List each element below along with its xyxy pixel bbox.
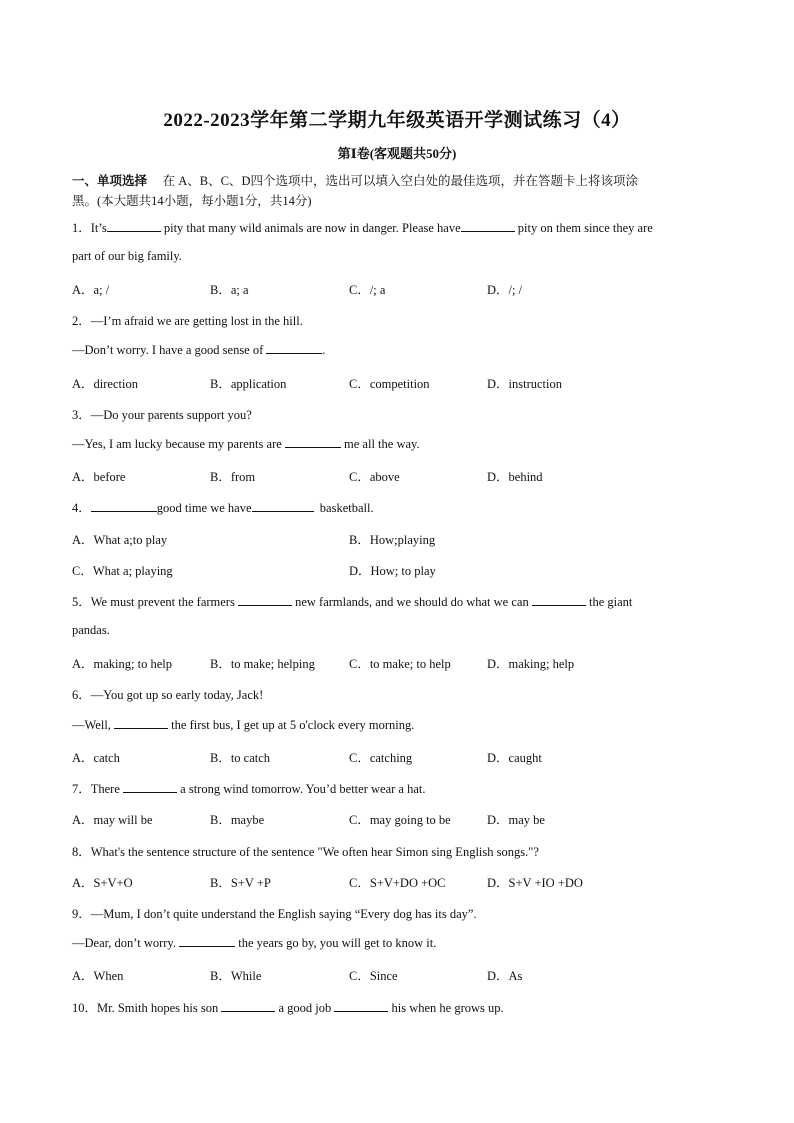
question-5-stem: 5．We must prevent the farmers new farmlands, and we should do what we can the giant <box>72 595 633 609</box>
question-8-stem: 8．What's the sentence structure of the sentence "We often hear Simon sing English songs."? <box>72 845 539 859</box>
option-b: B．to catch <box>210 751 271 765</box>
option-a: A．making; to help <box>72 657 172 671</box>
question-7-stem: 7．There a strong wind tomorrow. You’d better wear a hat. <box>72 782 426 796</box>
option-c: C．Since <box>349 969 398 983</box>
option-a: A．direction <box>72 377 138 391</box>
answer-blank <box>123 781 177 793</box>
question-10-stem: 10．Mr. Smith hopes his son a good job his when he grows up. <box>72 1001 504 1015</box>
option-d: D．As <box>487 969 523 983</box>
option-d: D．S+V +IO +DO <box>487 876 583 890</box>
question-1-continuation: part of our big family. <box>72 249 182 263</box>
option-b: B．from <box>210 470 256 484</box>
option-d: D．making; help <box>487 657 575 671</box>
question-9-reply: —Dear, don’t worry. the years go by, you will get to know it. <box>72 936 437 950</box>
option-b: B．While <box>210 969 262 983</box>
question-2-reply: —Don’t worry. I have a good sense of . <box>72 343 326 357</box>
question-9-stem: 9．—Mum, I don’t quite understand the English saying “Every dog has its day”. <box>72 907 477 921</box>
option-a: A．a; / <box>72 283 110 297</box>
option-d: D．How; to play <box>349 564 436 578</box>
instruction-line-2: 黑。(本大题共14小题，每小题1分，共14分) <box>72 194 312 208</box>
instruction-text: 在 A、B、C、D四个选项中，选出可以填入空白处的最佳选项，并在答题卡上将该项涂 <box>162 174 638 188</box>
option-c: C．to make; to help <box>349 657 451 671</box>
option-b: B．S+V +P <box>210 876 271 890</box>
option-d: D．behind <box>487 470 543 484</box>
option-a: A．catch <box>72 751 120 765</box>
option-b: B．a; a <box>210 283 249 297</box>
part-subtitle: 第Ⅰ卷(客观题共50分) <box>337 146 457 161</box>
answer-blank <box>532 594 586 606</box>
option-a: A．may will be <box>72 813 153 827</box>
option-b: B．to make; helping <box>210 657 315 671</box>
answer-blank <box>238 594 292 606</box>
question-6-reply: —Well, the first bus, I get up at 5 o'clock every morning. <box>72 718 415 732</box>
question-4-stem: 4． good time we have basketball. <box>72 501 374 515</box>
question-5-continuation: pandas. <box>72 623 110 637</box>
answer-blank <box>107 220 161 232</box>
option-a: A．S+V+O <box>72 876 133 890</box>
question-6-stem: 6．—You got up so early today, Jack! <box>72 688 264 702</box>
answer-blank <box>461 220 515 232</box>
question-1-stem: 1．It’s pity that many wild animals are now in danger. Please have pity on them since they are <box>72 221 653 235</box>
answer-blank <box>334 1000 388 1012</box>
question-3-stem: 3．—Do your parents support you? <box>72 408 252 422</box>
answer-blank <box>252 500 314 512</box>
answer-blank <box>285 436 341 448</box>
option-c: C．competition <box>349 377 430 391</box>
option-b: B．application <box>210 377 287 391</box>
option-a: A．What a;to play <box>72 533 168 547</box>
option-d: D．caught <box>487 751 542 765</box>
answer-blank <box>114 717 168 729</box>
option-c: C．may going to be <box>349 813 451 827</box>
section-instruction <box>72 171 638 189</box>
option-c: C．catching <box>349 751 413 765</box>
option-c: C．What a; playing <box>72 564 173 578</box>
answer-blank <box>91 500 157 512</box>
answer-blank <box>266 342 322 354</box>
answer-blank <box>179 935 235 947</box>
option-d: D．may be <box>487 813 545 827</box>
option-d: D．instruction <box>487 377 562 391</box>
option-a: A．before <box>72 470 126 484</box>
question-3-reply: —Yes, I am lucky because my parents are me all the way. <box>72 437 420 451</box>
section-heading: 一、单项选择 <box>72 174 148 188</box>
question-2-stem: 2．—I’m afraid we are getting lost in the hill. <box>72 314 303 328</box>
option-b: B．maybe <box>210 813 265 827</box>
answer-blank <box>221 1000 275 1012</box>
page-title: 2022-2023学年第二学期九年级英语开学测试练习（4） <box>163 110 631 131</box>
option-d: D．/; / <box>487 283 523 297</box>
option-c: C．above <box>349 470 400 484</box>
option-c: C．S+V+DO +OC <box>349 876 446 890</box>
option-b: B．How;playing <box>349 533 436 547</box>
option-a: A．When <box>72 969 124 983</box>
option-c: C．/; a <box>349 283 386 297</box>
